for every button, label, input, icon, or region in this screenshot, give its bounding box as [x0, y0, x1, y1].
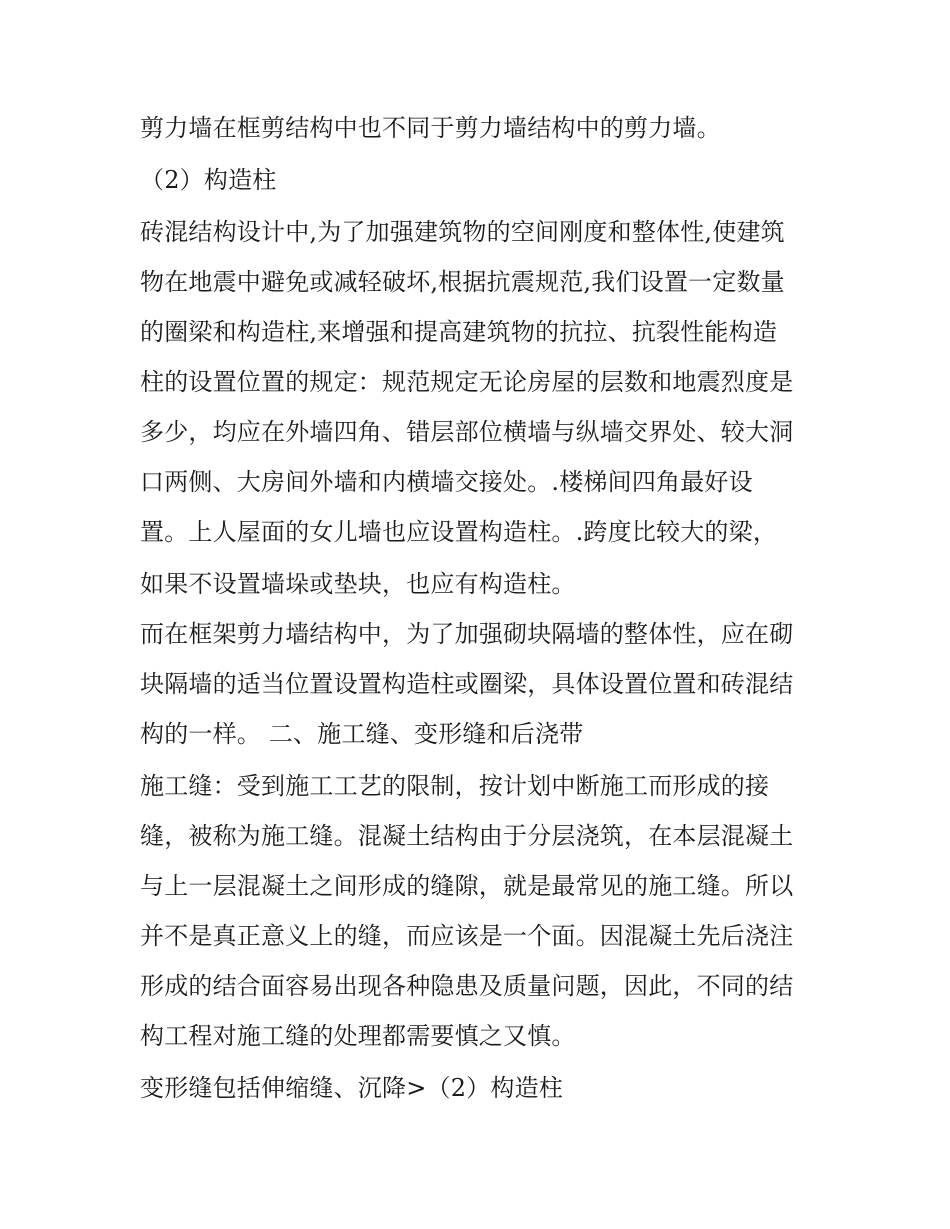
text-line-6: 柱的设置位置的规定：规范规定无论房屋的层数和地震烈度是 [140, 368, 794, 396]
text-line-13: 构的一样。 二、施工缝、变形缝和后浇带 [140, 720, 584, 748]
text-line-9: 置。上人屋面的女儿墙也应设置构造柱。.跨度比较大的梁， [140, 518, 778, 546]
text-line-11: 而在框架剪力墙结构中，为了加强砌块隔墙的整体性，应在砌 [140, 620, 794, 648]
text-line-10: 如果不设置墙垛或垫块，也应有构造柱。 [140, 570, 576, 598]
text-line-20: 变形缝包括伸缩缝、沉降>（2）构造柱 [140, 1074, 563, 1102]
text-line-18: 形成的结合面容易出现各种隐患及质量问题，因此，不同的结 [140, 972, 794, 1000]
text-line-15: 缝，被称为施工缝。混凝土结构由于分层浇筑，在本层混凝土 [140, 822, 794, 850]
text-line-3: 砖混结构设计中,为了加强建筑物的空间刚度和整体性,使建筑 [140, 218, 785, 246]
text-line-7: 多少，均应在外墙四角、错层部位横墙与纵墙交界处、较大洞 [140, 418, 794, 446]
text-line-16: 与上一层混凝土之间形成的缝隙，就是最常见的施工缝。所以 [140, 872, 794, 900]
text-line-4: 物在地震中避免或减轻破坏,根据抗震规范,我们设置一定数量 [140, 268, 785, 296]
text-line-17: 并不是真正意义上的缝，而应该是一个面。因混凝土先后浇注 [140, 922, 794, 950]
text-line-5: 的圈梁和构造柱,来增强和提高建筑物的抗拉、抗裂性能构造 [140, 318, 778, 346]
text-line-1: 剪力墙在框剪结构中也不同于剪力墙结构中的剪力墙。 [140, 114, 721, 142]
text-line-12: 块隔墙的适当位置设置构造柱或圈梁，具体设置位置和砖混结 [140, 670, 794, 698]
text-line-19: 构工程对施工缝的处理都需要慎之又慎。 [140, 1022, 576, 1050]
text-line-14: 施工缝：受到施工工艺的限制，按计划中断施工而形成的接 [140, 772, 770, 800]
section-heading-gouzaozhu: （2）构造柱 [140, 166, 277, 194]
text-line-8: 口两侧、大房间外墙和内横墙交接处。.楼梯间四角最好设 [140, 468, 753, 496]
